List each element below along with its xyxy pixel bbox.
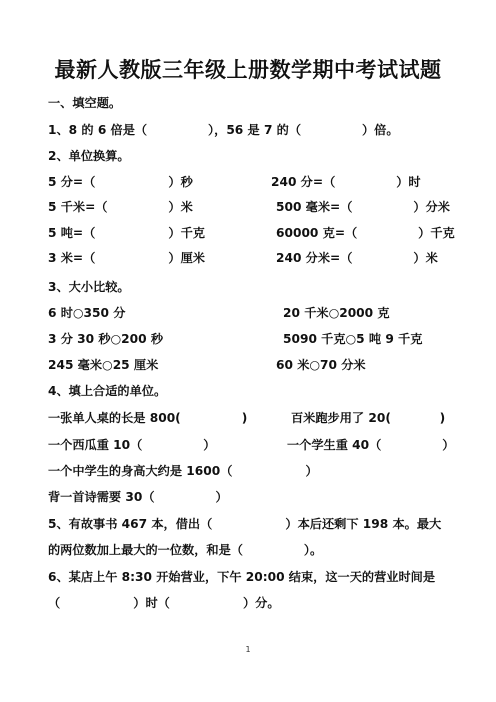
section-2-heading: 2、单位换算。 [48, 149, 130, 163]
question-1: 1、8 的 6 倍是（ ），56 是 7 的（ ）倍。 [48, 123, 399, 137]
unit-line-2-left: 一个西瓜重 10（ ） [48, 438, 216, 452]
unit-line-4: 背一首诗需要 30（ ） [48, 490, 228, 504]
unit-line-3: 一个中学生的身高大约是 1600（ ） [48, 464, 318, 478]
question-6-line-1: 6、某店上午 8:30 开始营业，下午 20:00 结束，这一天的营业时间是 [48, 570, 436, 584]
unit-line-1-left: 一张单人桌的长是 800( ) [48, 411, 248, 425]
conversion-row-3-left: 5 吨=（ ）千克 [48, 226, 205, 240]
section-1-heading: 一、填空题。 [48, 96, 122, 110]
compare-row-1-right: 20 千米○2000 克 [283, 306, 390, 320]
conversion-row-3-right: 60000 克=（ ）千克 [276, 226, 455, 240]
section-3-heading: 3、大小比较。 [48, 280, 130, 294]
page-title: 最新人教版三年级上册数学期中考试试题 [54, 57, 442, 82]
section-4-heading: 4、填上合适的单位。 [48, 384, 167, 398]
conversion-row-1-right: 240 分=（ ）时 [271, 175, 421, 189]
unit-line-1-right: 百米跑步用了 20( ) [291, 411, 446, 425]
compare-row-3-left: 245 毫米○25 厘米 [48, 358, 159, 372]
conversion-row-2-right: 500 毫米=（ ）分米 [276, 200, 450, 214]
compare-row-2-right: 5090 千克○5 吨 9 千克 [283, 332, 423, 346]
compare-row-2-left: 3 分 30 秒○200 秒 [48, 332, 164, 346]
unit-line-2-right: 一个学生重 40（ ） [287, 438, 455, 452]
conversion-row-4-left: 3 米=（ ）厘米 [48, 251, 205, 265]
compare-row-3-right: 60 米○70 分米 [276, 358, 366, 372]
conversion-row-2-left: 5 千米=（ ）米 [48, 200, 193, 214]
question-5-line-2: 的两位数加上最大的一位数，和是（ ）。 [48, 543, 323, 557]
conversion-row-4-right: 240 分米=（ ）米 [276, 251, 438, 265]
page-number: 1 [245, 645, 251, 654]
compare-row-1-left: 6 时○350 分 [48, 306, 126, 320]
question-6-line-2: （ ）时（ ）分。 [48, 596, 280, 610]
question-5-line-1: 5、有故事书 467 本，借出（ ）本后还剩下 198 本。最大 [48, 517, 442, 531]
conversion-row-1-left: 5 分=（ ）秒 [48, 175, 193, 189]
